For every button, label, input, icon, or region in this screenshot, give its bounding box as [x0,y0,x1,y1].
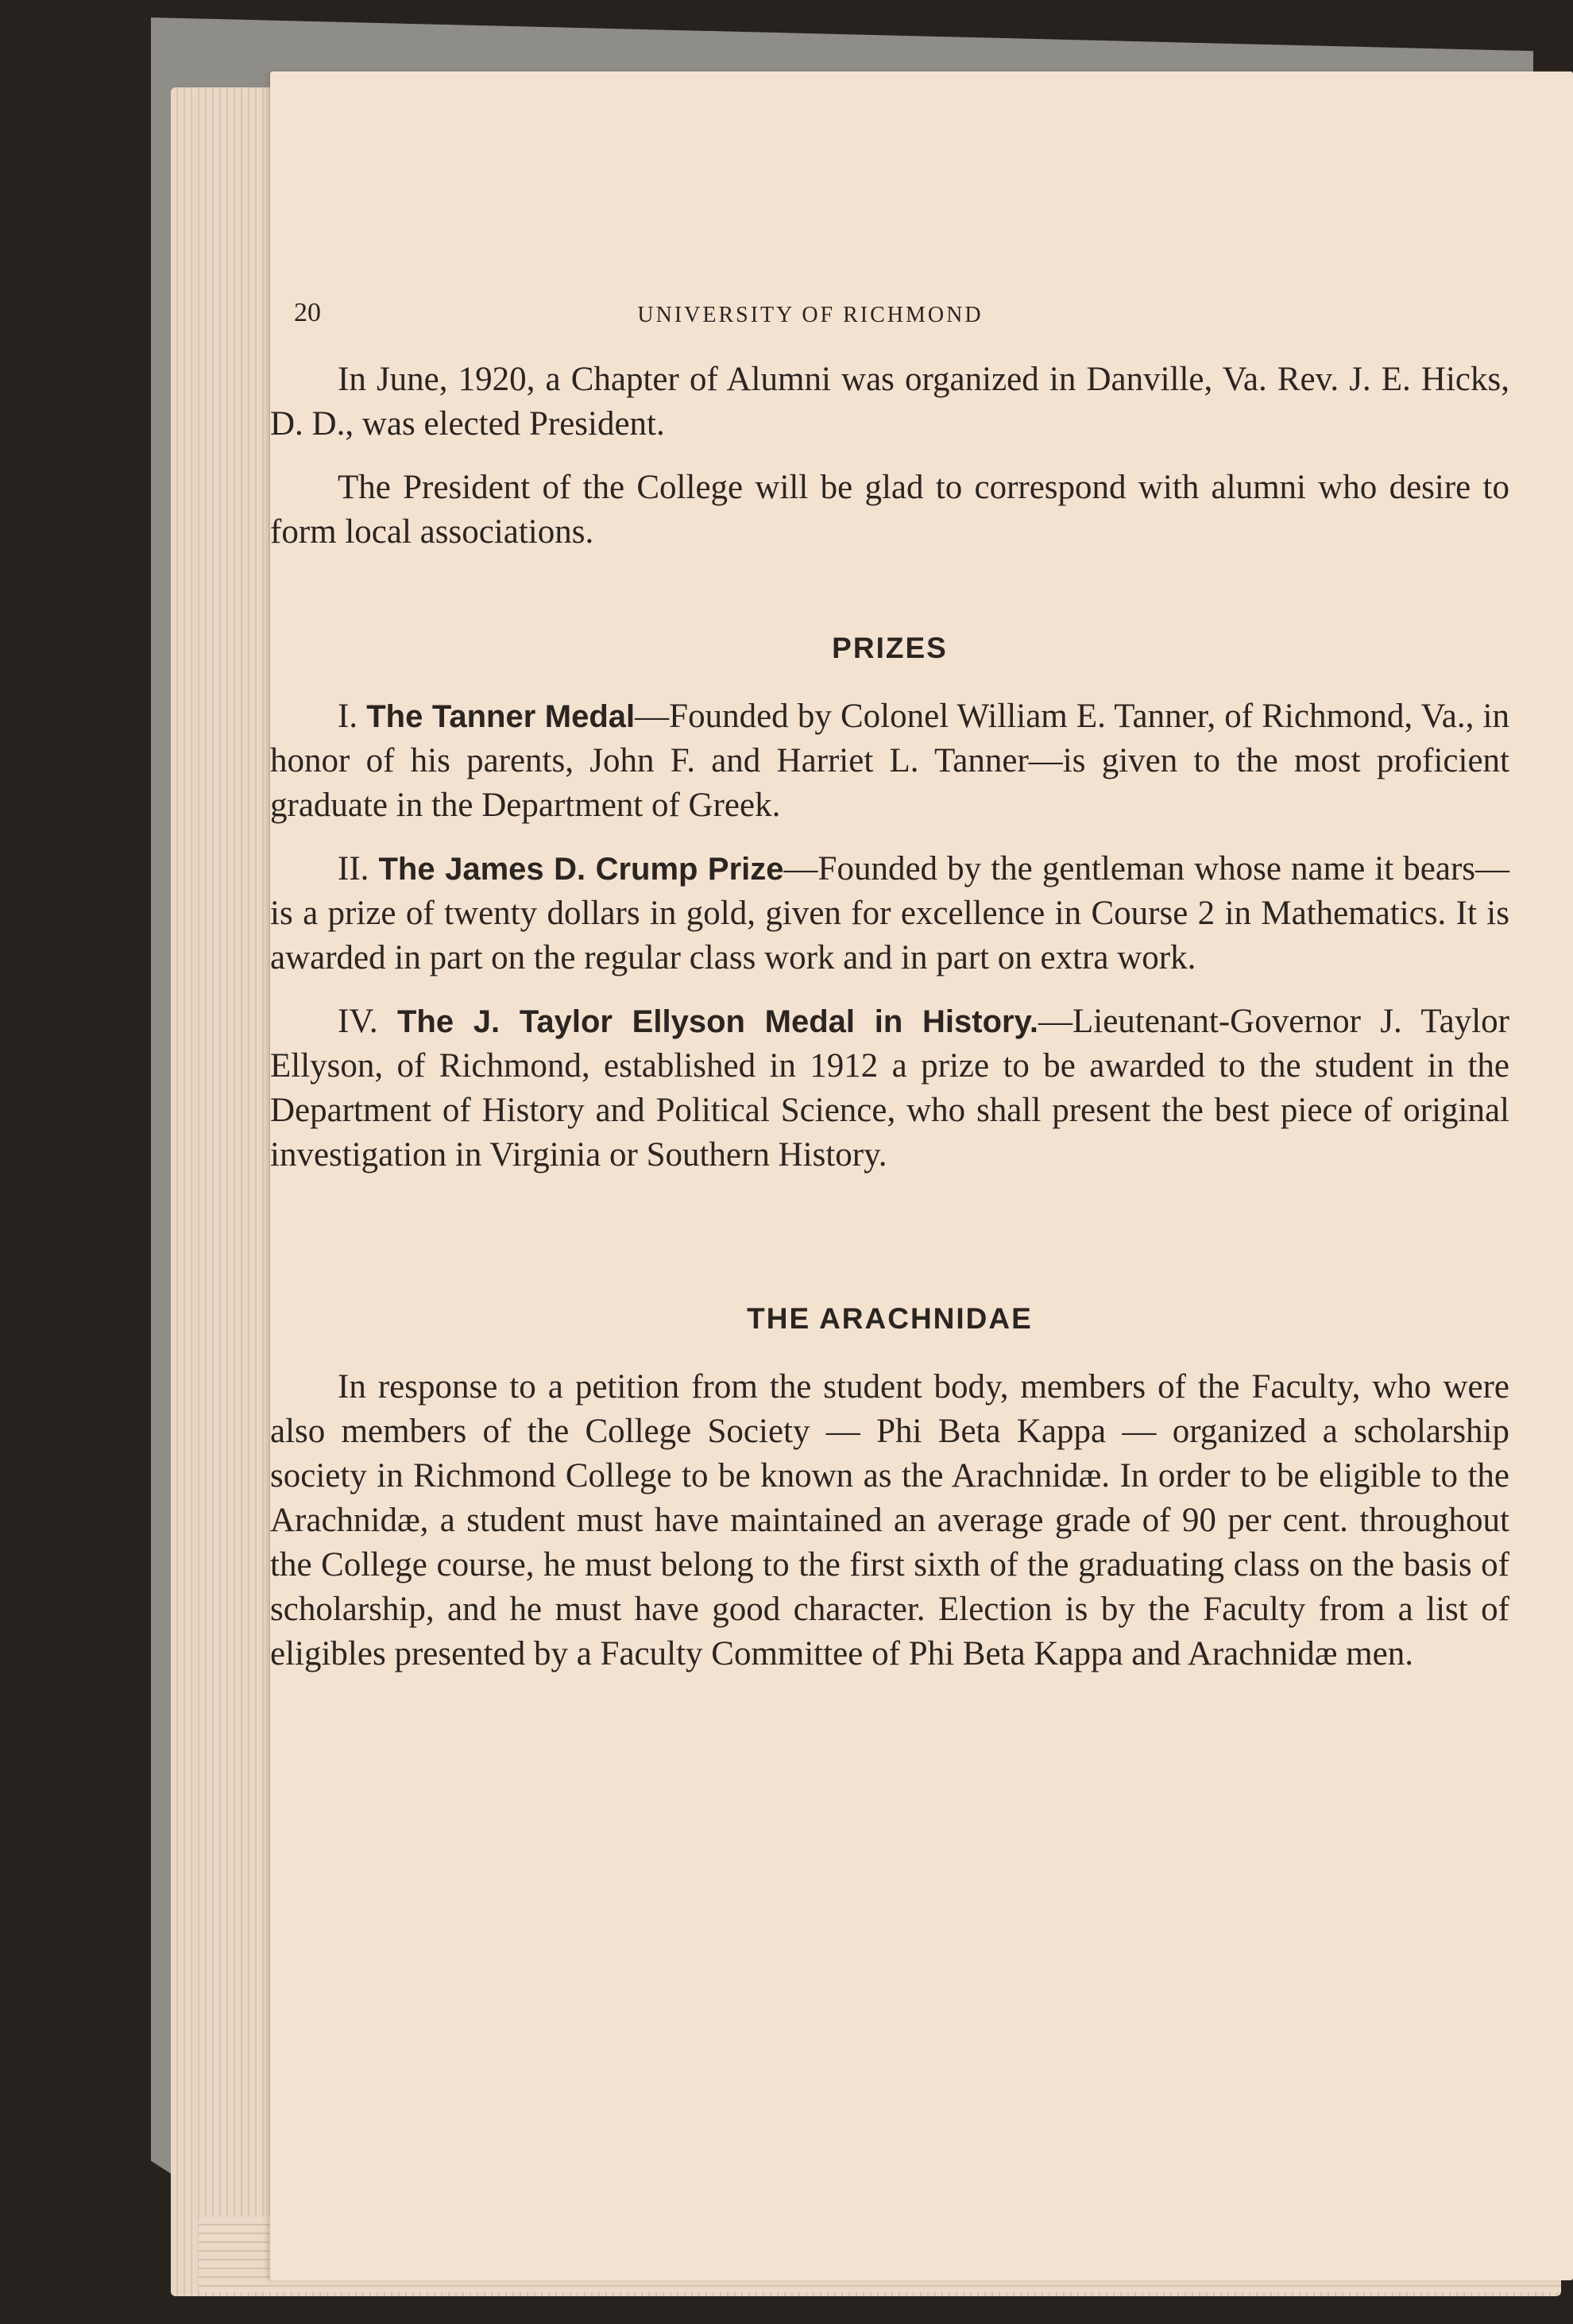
arachnidae-paragraph: In response to a petition from the student body, members of the Faculty, who were also members of the College Society — Phi Beta Kappa — organized a scholarship society in Richmond College to be known as the Arachnidæ. In order to be eligible to the Arachnidæ, a student must have maintained an average grade of 90 per cent. throughout the College course, he must belong to the first sixth of the graduating class on the basis of scholarship, and he must have good character. Election is by the Faculty from a list of eligibles presented by a Faculty Committee of Phi Beta Kappa and Arachnidæ men. [270,1368,1509,1672]
intro-paragraph-1: In June, 1920, a Chapter of Alumni was organized in Danville, Va. Rev. J. E. Hicks, D. D., was elected President. [270,361,1509,443]
prize-numeral: IV. [338,1003,378,1040]
prize-title: The Tanner Medal [366,699,636,734]
page-number: 20 [294,298,321,327]
running-head [270,298,1573,346]
prize-numeral: II. [338,850,369,887]
header-title: UNIVERSITY OF RICHMOND [637,303,984,327]
prize-item [270,694,1509,828]
prize-text: —Founded by the gentleman whose name it bears—is a prize of twenty dollars in gold, given for excellence in Course 2 in Mathematics. It is awarded in part on the regular class work and in part on extra work. [270,850,1509,976]
prize-item [270,847,1509,980]
prizes-heading: PRIZES [832,632,948,664]
prize-title: The James D. Crump Prize [378,852,784,887]
page-content [270,358,1509,1676]
intro-paragraph-2: The President of the College will be glad to correspond with alumni who desire to form local associations. [270,469,1509,551]
prize-numeral: I. [338,698,358,735]
arachnidae-heading: THE ARACHNIDAE [747,1302,1033,1335]
prize-text: —Lieutenant-Governor J. Taylor Ellyson, of Richmond, established in 1912 a prize to be awarded to the student in the Department of History and Political Science, who shall present the best piece of original investigation in Virginia or Southern History. [270,1003,1510,1174]
prize-title: The J. Taylor Ellyson Medal in History. [396,1004,1038,1039]
prize-text: —Founded by Colonel William E. Tanner, of Richmond, Va., in honor of his parents, John F. and Harriet L. Tanner—is given to the most proficient graduate in the Department of Greek. [270,698,1510,824]
prize-item [270,1000,1509,1177]
